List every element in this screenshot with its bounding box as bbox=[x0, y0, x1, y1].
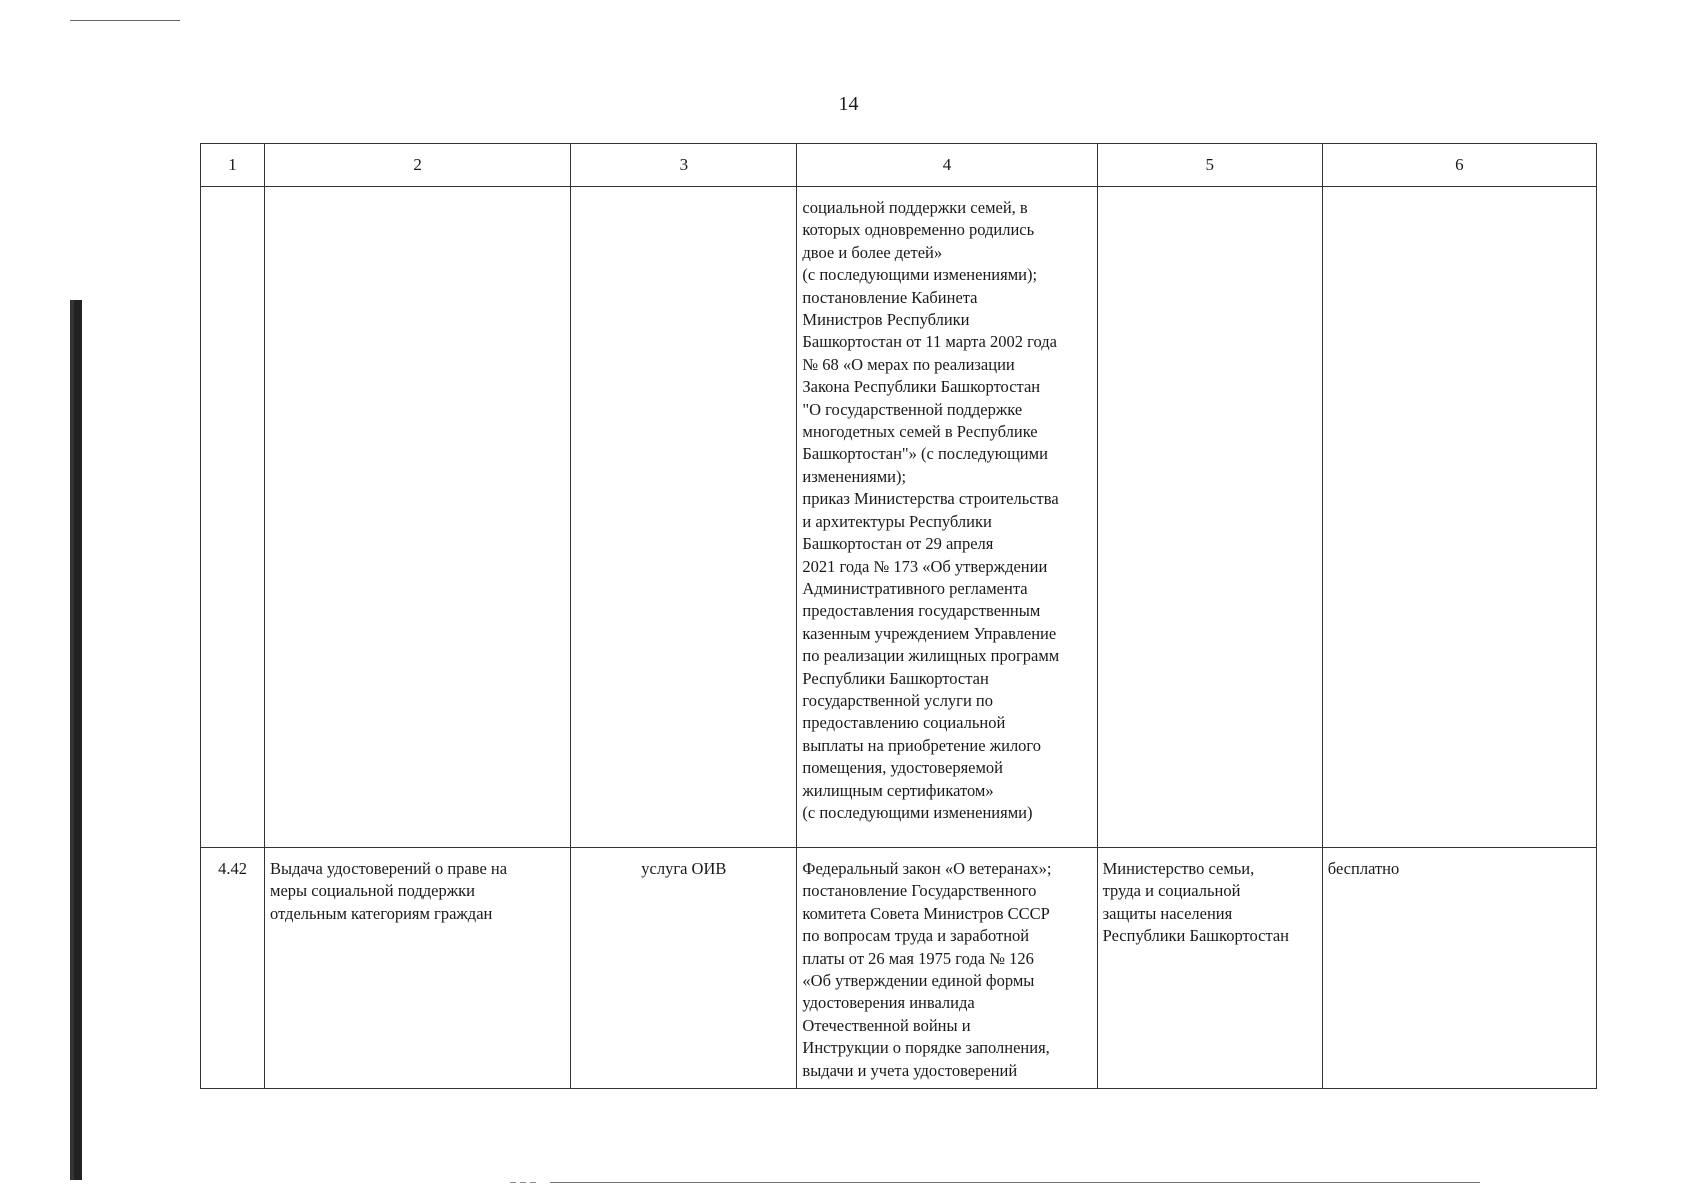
cell-service-type bbox=[571, 187, 797, 848]
column-header-3: 3 bbox=[571, 144, 797, 187]
text-line: Административного регламента bbox=[802, 578, 1028, 598]
text-line: Министров Республики bbox=[802, 310, 970, 330]
text-line: многодетных семей в Республике bbox=[802, 422, 1038, 442]
text-line: изменениями); bbox=[802, 466, 907, 486]
text-line: государственной услуги по bbox=[802, 690, 993, 710]
text-line: Отечественной войны и bbox=[802, 1015, 971, 1035]
text-line: Инструкции о порядке заполнения, bbox=[802, 1038, 1050, 1058]
text-line: Республики Башкортостан bbox=[802, 668, 989, 688]
text-line: постановление Государственного bbox=[802, 881, 1037, 901]
text-line: Башкортостан от 11 марта 2002 года bbox=[802, 332, 1057, 352]
text-line: труда и социальной bbox=[1102, 881, 1241, 901]
text-line: (с последующими изменениями) bbox=[802, 802, 1033, 822]
cell-fee bbox=[1322, 187, 1596, 848]
cell-responsible-body bbox=[1097, 848, 1322, 1089]
cell-number bbox=[201, 187, 265, 848]
column-header-2: 2 bbox=[265, 144, 571, 187]
text-line: "О государственной поддержке bbox=[802, 399, 1023, 419]
text-line: выплаты на приобретение жилого bbox=[802, 735, 1042, 755]
cell-responsible-body bbox=[1097, 187, 1322, 848]
regulation-table bbox=[200, 143, 1597, 1089]
text-line: по реализации жилищных программ bbox=[802, 646, 1060, 666]
scan-artifact-line bbox=[70, 20, 180, 21]
text-line: по вопросам труда и заработной bbox=[802, 926, 1030, 946]
scan-artifact-dash bbox=[510, 1182, 540, 1183]
text-line: помещения, удостоверяемой bbox=[802, 758, 1004, 778]
text-line: социальной поддержки семей, в bbox=[802, 198, 1028, 217]
text-line: защиты населения bbox=[1102, 903, 1233, 923]
text-line: жилищным сертификатом» bbox=[802, 780, 994, 800]
cell-number: 4.42 bbox=[201, 848, 265, 1089]
text-line: приказ Министерства строительства bbox=[802, 489, 1059, 509]
cell-legal-basis bbox=[797, 848, 1097, 1089]
column-header-5: 5 bbox=[1097, 144, 1322, 187]
text-line: удостоверения инвалида bbox=[802, 993, 975, 1013]
text-line: и архитектуры Республики bbox=[802, 511, 992, 531]
text-line: Республики Башкортостан bbox=[1102, 926, 1290, 946]
table-row bbox=[201, 187, 1597, 848]
scan-edge-bar bbox=[70, 300, 82, 1180]
text-line: предоставлению социальной bbox=[802, 713, 1006, 733]
column-header-1: 1 bbox=[201, 144, 265, 187]
text-line: казенным учреждением Управление bbox=[802, 623, 1057, 643]
text-line: «Об утверждении единой формы bbox=[802, 971, 1035, 991]
text-line: Федеральный закон «О ветеранах»; bbox=[802, 859, 1052, 878]
text-line: отдельным категориям граждан bbox=[270, 903, 493, 923]
text-line: Закона Республики Башкортостан bbox=[802, 377, 1041, 397]
column-header-4: 4 bbox=[797, 144, 1097, 187]
text-line: меры социальной поддержки bbox=[270, 881, 475, 901]
text-line: (с последующими изменениями); bbox=[802, 265, 1038, 285]
text-line: которых одновременно родились bbox=[802, 220, 1035, 240]
text-line: комитета Совета Министров СССР bbox=[802, 903, 1050, 923]
cell-service-name bbox=[265, 187, 571, 848]
cell-fee: бесплатно bbox=[1322, 848, 1596, 1089]
text-line: платы от 26 мая 1975 года № 126 bbox=[802, 948, 1034, 968]
column-header-6: 6 bbox=[1322, 144, 1596, 187]
scan-artifact-bottom-line bbox=[550, 1182, 1480, 1183]
cell-service-name bbox=[265, 848, 571, 1089]
text-line: Министерство семьи, bbox=[1102, 859, 1255, 878]
text-line: предоставления государственным bbox=[802, 601, 1041, 621]
text-line: Башкортостан от 29 апреля bbox=[802, 534, 994, 554]
text-line: № 68 «О мерах по реализации bbox=[802, 354, 1015, 374]
text-line: 2021 года № 173 «Об утверждении bbox=[802, 556, 1048, 576]
table-row bbox=[201, 848, 1597, 1089]
cell-service-type: услуга ОИВ bbox=[571, 848, 797, 1089]
page-number: 14 bbox=[838, 93, 859, 115]
cell-legal-basis bbox=[797, 187, 1097, 848]
header-row bbox=[201, 144, 1597, 187]
text-line: Выдача удостоверений о праве на bbox=[270, 859, 508, 878]
text-line: постановление Кабинета bbox=[802, 287, 978, 307]
text-line: Башкортостан"» (с последующими bbox=[802, 444, 1048, 464]
text-line: двое и более детей» bbox=[802, 242, 943, 262]
text-line: выдачи и учета удостоверений bbox=[802, 1060, 1018, 1080]
